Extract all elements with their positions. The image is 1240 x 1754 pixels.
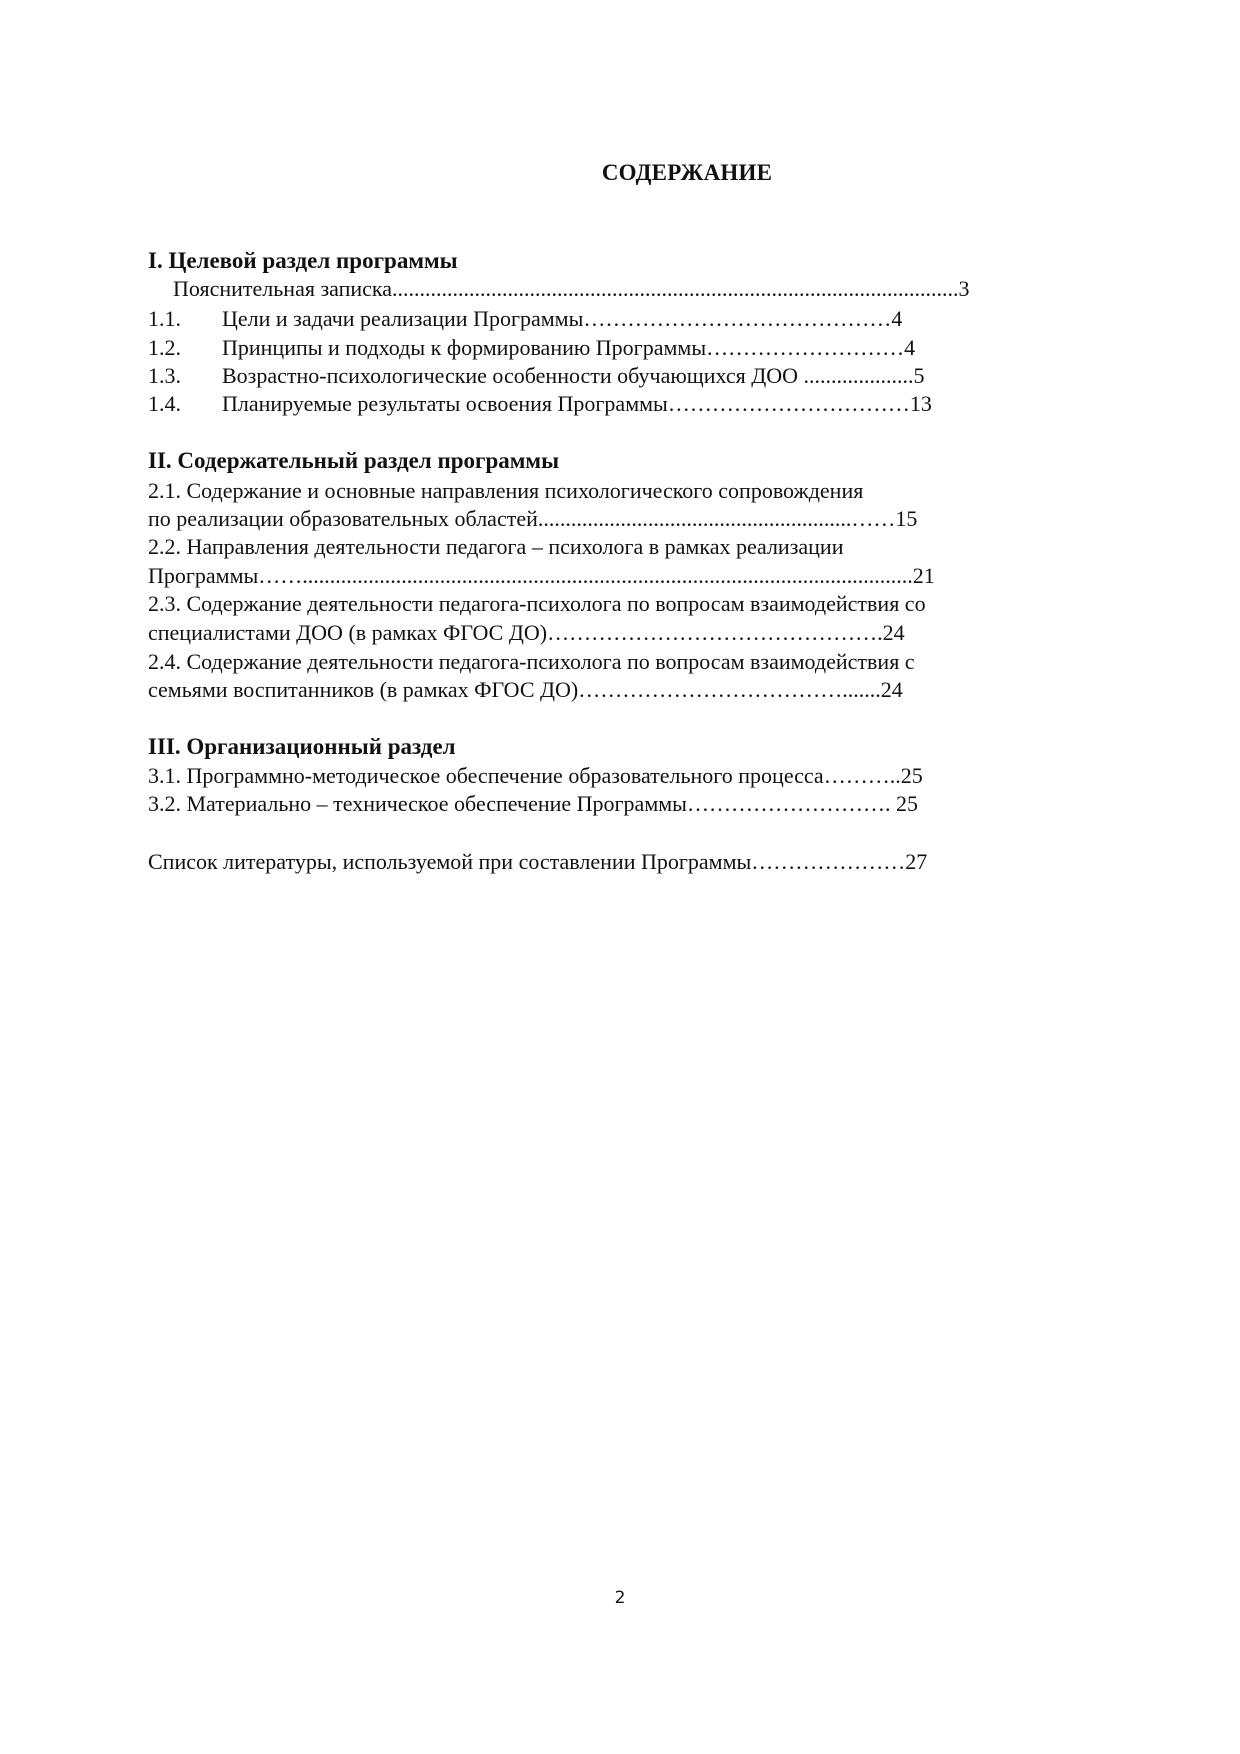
toc-entry-explanatory-note: Пояснительная записка.......................................................................................................3 — [173, 276, 970, 301]
toc-entry-number: 1.1. — [148, 306, 181, 331]
toc-entry-3-1: 3.1. Программно-методическое обеспечение образовательного процесса………..25 — [148, 763, 923, 788]
toc-entry-principles: Принципы и подходы к формированию Программы………………………4 — [222, 335, 916, 360]
toc-entry-2-2-line1: 2.2. Направления деятельности педагога – психолога в рамках реализации — [148, 534, 844, 559]
toc-entry-2-4-line1: 2.4. Содержание деятельности педагога-психолога по вопросам взаимодействия с — [148, 649, 915, 674]
toc-entry-3-2: 3.2. Материально – техническое обеспечение Программы………………………. 25 — [148, 791, 918, 816]
toc-entry-2-3-line2: специалистами ДОО (в рамках ФГОС ДО)……………………………………….24 — [148, 620, 905, 645]
toc-entry-2-3-line1: 2.3. Содержание деятельности педагога-психолога по вопросам взаимодействия со — [148, 591, 926, 616]
section-heading-3: III. Организационный раздел — [148, 734, 456, 759]
page-title: СОДЕРЖАНИЕ — [601, 160, 773, 185]
toc-entry-number: 1.4. — [148, 391, 181, 416]
section-heading-1: I. Целевой раздел программы — [148, 248, 458, 273]
page-number: 2 — [614, 1588, 626, 1608]
toc-entry-2-2-line2: Программы……...............................................................................................................21 — [148, 563, 935, 588]
toc-entry-age-features: Возрастно-психологические особенности обучающихся ДОО ....................5 — [222, 363, 925, 388]
toc-entry-number: 1.2. — [148, 335, 181, 360]
toc-entry-2-4-line2: семьями воспитанников (в рамках ФГОС ДО)……………………………….......24 — [148, 677, 903, 702]
toc-entry-goals: Цели и задачи реализации Программы……………………………………4 — [222, 306, 903, 331]
toc-entry-bibliography: Список литературы, используемой при составлении Программы…………………27 — [148, 849, 928, 874]
toc-entry-planned-results: Планируемые результаты освоения Программы……………………………13 — [222, 391, 932, 416]
section-heading-2: II. Содержательный раздел программы — [148, 448, 560, 473]
toc-entry-2-1-line1: 2.1. Содержание и основные направления психологического сопровождения — [148, 478, 864, 503]
toc-entry-2-1-line2: по реализации образовательных областей.........................................................……15 — [148, 506, 918, 531]
toc-entry-number: 1.3. — [148, 363, 181, 388]
